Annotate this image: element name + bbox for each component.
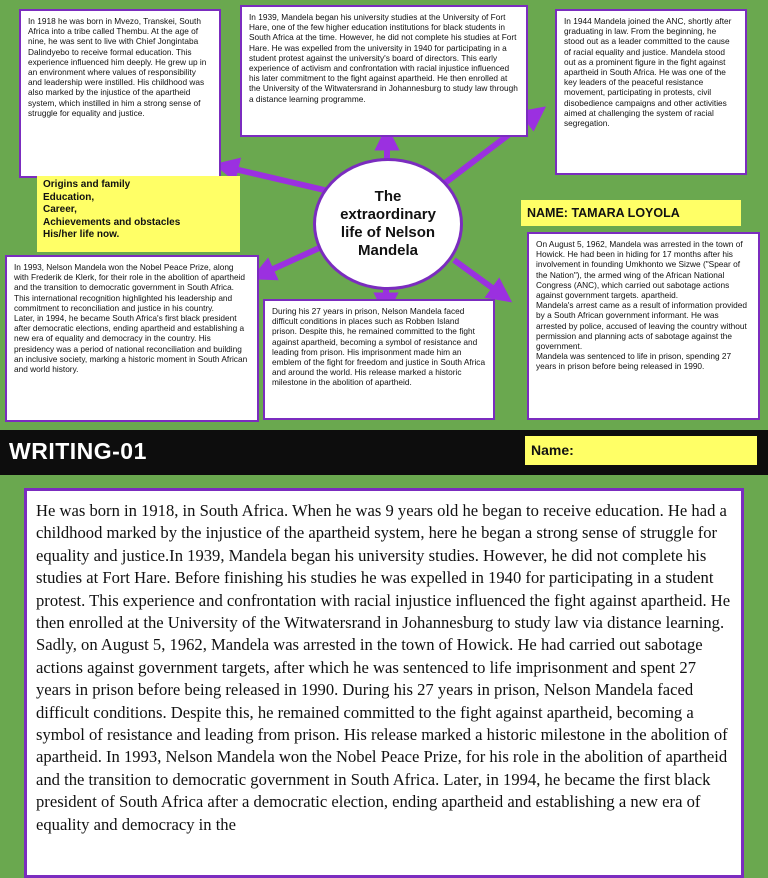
topic-education: Education, [43,191,95,203]
arrest-text-2: Mandela's arrest came as a result of information provided by a South African government informant. He was arrested by police, accused of leaving the country without permission and planning acts of sabotage against the government. [536,300,747,352]
prison-box [263,299,495,420]
prison-text: During his 27 years in prison, Nelson Mandela faced difficult conditions in places such as Robben Island prison. Despite this, he remained committed to the fight against apartheid, becoming a symbol of resistance and leading from prison. His imprisonment made him an emblem of the fight for freedom and justice in South Africa and around the world. His release marked a historic milestone in the abolition of apartheid. [272,306,486,388]
arrow-to-arrest [454,260,502,295]
nobel-box [5,255,259,422]
studies-box [240,5,528,137]
topics-note [37,176,240,252]
topic-career: Career, [43,204,77,215]
writing-title: WRITING-01 [9,438,147,464]
topic-life-now: His/her life now. [43,229,120,240]
arrest-text-1: On August 5, 1962, Mandela was arrested in the town of Howick. He had been in hiding for 17 months after his involvement in founding Umkhonto we Sizwe ("Spear of the Nation"), the armed wing of the African National Congress (ANC), which carried out sabotage actions against government targets. apartheid. [536,239,743,301]
center-title-circle [313,158,463,290]
nobel-text-1: In 1993, Nelson Mandela won the Nobel Peace Prize, along with Frederik de Klerk, for their role in the abolition of apartheid and the transition to democratic government in South Africa. This international recognition highlighted his leadership and commitment to reconciliation and justice in his country. [14,262,246,313]
anc-text: In 1944 Mandela joined the ANC, shortly after graduating in law. From the beginning, he stood out as a leader committed to the cause of racial equality and justice. Mandela stood out as a prominent figure in the fight against apartheid in South Africa. He was one of the key leaders of the peaceful resistance movement, participating in protests, civil disobedience campaigns and other activities aimed at challenging the system of racial segregation. [564,16,732,129]
arrest-text-3: Mandela was sentenced to life in prison, spending 27 years in prison before being released in 1990. [536,351,732,372]
studies-text: In 1939, Mandela began his university studies at the University of Fort Hare, one of the few higher education institutions for black students in South Africa at the time. However, he did not complete his studies at Fort Hare. He was expelled from the university in 1940 for participating in a student protest against the university's board of directors. This early experience of activism and confrontation with racial injustice influenced his later commitment to the fight against apartheid. He then enrolled at the University of the Witwatersrand in Johannesburg to study law through a distance learning programme. [249,12,518,104]
essay-box [24,488,744,878]
arrow-to-origins [226,167,333,192]
topic-origins: Origins and family [43,179,131,190]
arrest-box [527,232,760,420]
writing-name-field[interactable]: Name: [525,436,757,465]
anc-box [555,9,747,175]
essay-text: He was born in 1918, in South Africa. When he was 9 years old he began to receive education. He had a childhood marked by the injustice of the apartheid system, here he began a strong sense of struggle for equality and justice.In 1939, Mandela began his university studies. However, he did not complete his studies at Fort Hare. Before finishing his studies he was expelled in 1940 for participating in a student protest. This experience and confrontation with racial injustice influenced the fight against apartheid. He then enrolled at the University of the Witwatersrand in Johannesburg to study law via distance learning. Sadly, on August 5, 1962, Mandela was arrested in the town of Howick. He had carried out sabotage actions against government targets, after which he was sentenced to life imprisonment and spent 27 years in prison before being released in 1990. During his 27 years in prison, Nelson Mandela faced difficult conditions. Despite this, he remained committed to the fight against apartheid, becoming a symbol of resistance and leading from prison. His release marked a historic milestone in the abolition of apartheid. In 1993, Nelson Mandela won the Nobel Peace Prize, for his role in the abolition of apartheid and the transition to democratic government in South Africa. Later, in 1994, he became the first black president of South Africa after a democratic election, ending apartheid and establishing a new era of equality and democracy in the [36,501,731,834]
nobel-text-2: Later, in 1994, he became South Africa's first black president after democratic elections, ending apartheid and establishing a new era of equality and democracy in the country. His presidency was a period of national reconciliation and building an inclusive society, marking a historic moment in South African and world history. [14,313,248,375]
mindmap-area [0,0,768,430]
topic-achievements: Achievements and obstacles [43,216,181,228]
student-name-tag: NAME: TAMARA LOYOLA [521,200,741,226]
origins-box [19,9,221,178]
origins-text: In 1918 he was born in Mvezo, Transkei, South Africa into a tribe called Thembu. At the age of nine, he was sent to live with Chief Jongintaba Dalindyebo to receive formal education. This experience influenced him deeply. He grew up in an environment where values of responsibility and leadership were instilled. His childhood was also marked by the injustice of the apartheid system, which instilled in him a strong sense of struggle for equality and justice. [28,16,207,118]
center-title: The extraordinary life of Nelson Mandela [340,188,436,259]
